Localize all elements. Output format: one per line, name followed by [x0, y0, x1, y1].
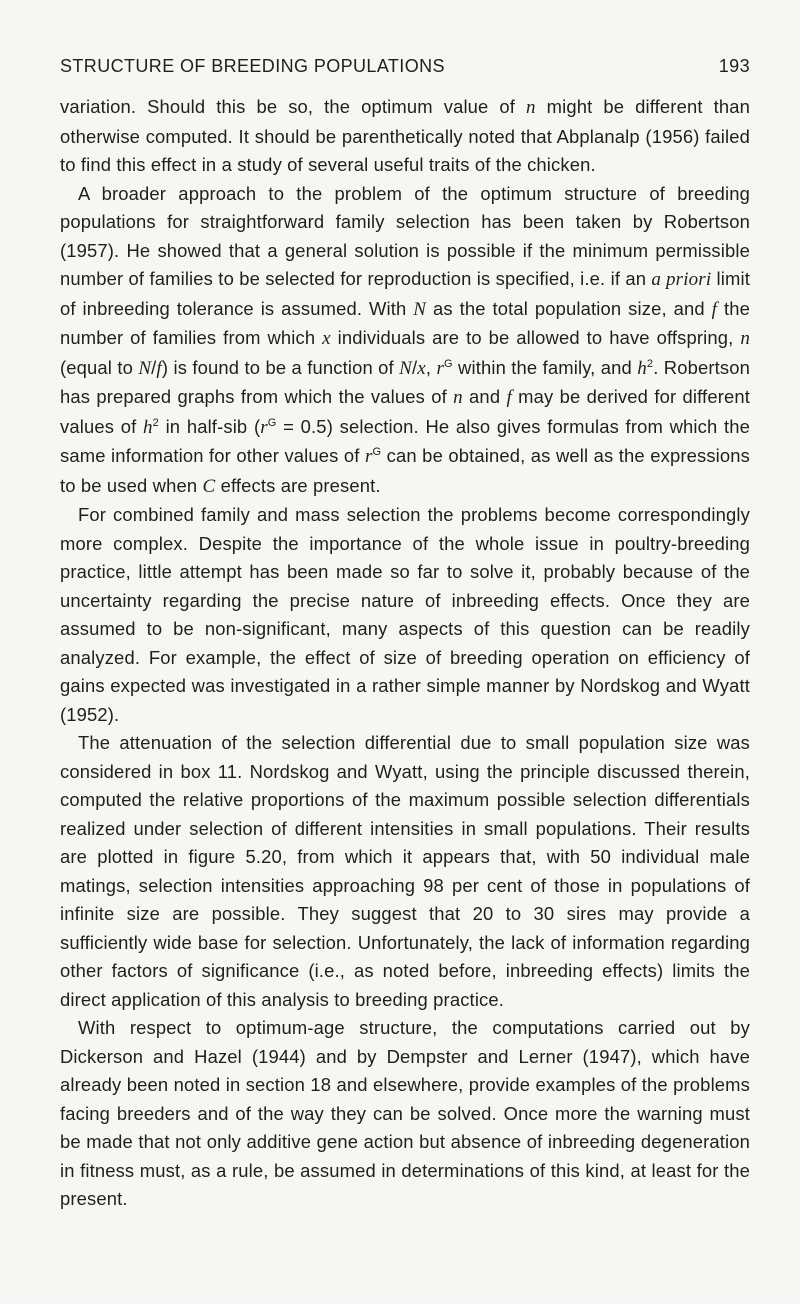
- running-title: STRUCTURE OF BREEDING POPULATIONS: [60, 56, 445, 76]
- paragraph-4: The attenuation of the selection differential due to small population size was considered in box 11. Nordskog and Wyatt, using the principle discussed therein, computed the relative proportions of the maximum possible selection differentials realized under selection of different intensities in small populations. Their results are plotted in figure 5.20, from which it appears that, with 50 individual male matings, selection intensities approaching 98 per cent of those in populations of infinite size are possible. They suggest that 20 to 30 sires may provide a sufficiently wide base for selection. Unfortunately, the lack of information regarding other factors of significance (i.e., as noted before, inbreeding effects) limits the direct application of this analysis to breeding practice.: [60, 732, 750, 1010]
- page-number: 193: [718, 56, 750, 76]
- book-page: [60, 56, 750, 1214]
- paragraph-2: A broader approach to the problem of the optimum structure of breeding populations for straightforward family selection has been taken by Robertson (1957). He showed that a general solution is possible if the minimum permissible number of families to be selected for reproduction is specified, i.e. if an a priori limit of inbreeding tolerance is assumed. With N as the total population size, and f the number of families from which x individuals are to be allowed to have offspring, n (equal to N/f) is found to be a function of N/x, $r^G$ within the family, and $h^2$. Robertson has prepared graphs from which the values of n and f may be derived for different values of $h^2$ in half-sib $(r^G = 0.5)$ selection. He also gives formulas from which the same information for other values of $r^G$ can be obtained, as well as the expressions to be used when C effects are present.: [60, 182, 751, 497]
- paragraph-3: For combined family and mass selection the problems become correspondingly more complex. Despite the importance of the whole issue in poultry-breeding practice, little attempt has been made so far to solve it, probably because of the uncertainty regarding the precise nature of inbreeding effects. Once they are assumed to be non-significant, many aspects of this question can be readily analyzed. For example, the effect of size of breeding operation on efficiency of gains expected was investigated in a rather simple manner by Nordskog and Wyatt (1952).: [60, 504, 750, 725]
- body-text: [60, 93, 750, 1214]
- running-head: [60, 56, 750, 77]
- paragraph-5: With respect to optimum-age structure, the computations carried out by Dickerson and Hazel (1944) and by Dempster and Lerner (1947), which have already been noted in section 18 and elsewhere, provide examples of the problems facing breeders and of the way they can be solved. Once more the warning must be made that not only additive gene action but absence of inbreeding degeneration in fitness must, as a rule, be assumed in determinations of this kind, at least for the present.: [60, 1017, 750, 1209]
- paragraph-1: variation. Should this be so, the optimum value of n might be different than otherwise computed. It should be parenthetically noted that Abplanalp (1956) failed to find this effect in a study of several useful traits of the chicken.: [60, 96, 750, 175]
